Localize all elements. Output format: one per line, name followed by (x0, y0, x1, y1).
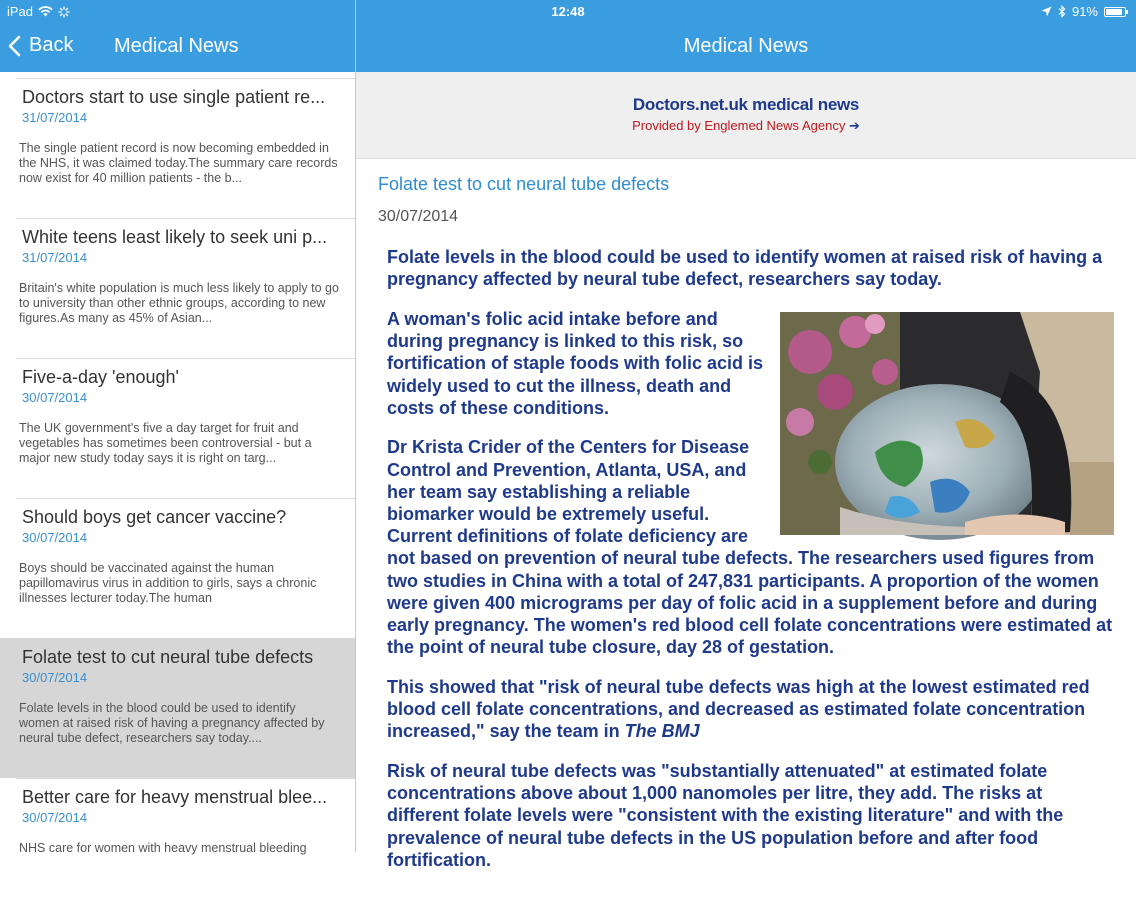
item-title: White teens least likely to seek uni p... (22, 227, 328, 247)
item-title: Five-a-day 'enough' (22, 367, 179, 387)
split-divider (355, 0, 356, 852)
chevron-left-icon (8, 35, 21, 57)
item-date: 30/07/2014 (22, 810, 88, 825)
article-body (387, 246, 1114, 889)
item-title: Better care for heavy menstrual blee... (22, 787, 328, 807)
pregnant-woman-photo (780, 312, 1114, 535)
device-label: iPad (7, 4, 34, 19)
item-snippet: NHS care for women with heavy menstrual bleeding (19, 841, 307, 855)
master-title: Medical News (114, 35, 239, 57)
item-snippet: The single patient record is now becoming embedded in the NHS, it was claimed today.The summary care records now exist for 40 million patients - the b... (19, 141, 338, 185)
list-item[interactable] (16, 218, 355, 358)
item-snippet: The UK government's five a day target for fruit and vegetables has sometimes been controversial - but a major new study today says it is right on targ... (19, 421, 312, 465)
battery-icon (1104, 7, 1126, 17)
source-banner[interactable] (356, 72, 1136, 159)
list-item[interactable] (16, 358, 355, 498)
article-paragraph: A woman's folic acid intake before and during pregnancy is linked to this risk, so fortification of staple foods with folic acid is widely used to cut the illness, death and costs of these conditions. (387, 308, 764, 418)
news-list[interactable] (0, 78, 355, 918)
item-date: 30/07/2014 (22, 670, 88, 685)
article-paragraph: Risk of neural tube defects was "substantially attenuated" at estimated folate concentrations above about 1,000 nanomoles per litre, they add. The risks at different folate levels were "consistent with the existing literature" and with the prevalence of neural tube defects in the US population before and after food fortification. (387, 761, 1064, 870)
location-arrow-icon (1041, 6, 1052, 17)
status-bar (0, 0, 1136, 24)
article-date: 30/07/2014 (378, 208, 459, 225)
item-date: 30/07/2014 (22, 390, 88, 405)
list-item[interactable] (16, 778, 355, 918)
item-title: Should boys get cancer vaccine? (22, 507, 287, 527)
article-title: Folate test to cut neural tube defects (378, 174, 670, 194)
item-snippet: Folate levels in the blood could be used to identify women at raised risk of having a pregnancy affected by neural tube defect, researchers say today.... (19, 701, 325, 745)
list-item[interactable] (16, 78, 355, 218)
status-right (1041, 4, 1126, 19)
banner-heading: Doctors.net.uk medical news (632, 95, 860, 114)
master-pane (0, 0, 355, 855)
arrow-right-icon: ➔ (848, 118, 860, 133)
item-date: 30/07/2014 (22, 530, 88, 545)
item-title: Folate test to cut neural tube defects (22, 647, 314, 667)
detail-pane (356, 0, 1136, 870)
article-photo (780, 312, 1114, 535)
back-label: Back (29, 34, 74, 56)
item-title: Doctors start to use single patient re... (22, 87, 326, 107)
clock: 12:48 (551, 4, 585, 19)
banner-provider-text: Provided by Englemed News Agency (632, 118, 846, 133)
journal-name: The BMJ (624, 721, 700, 742)
list-item[interactable] (16, 498, 355, 638)
list-item-selected[interactable] (0, 638, 355, 778)
article-paragraph: Dr Krista Crider of the Centers for Disease Control and Prevention, Atlanta, USA, and her team say establishing a reliable biomarker would be extremely useful. Current definitions of folate deficiency are not based on prevention of neural tube defects. The researchers used figures from two studies in China with a total of 247,831 participants. A proportion of the women were given 400 micrograms per day of folic acid in a supplement before and during early pregnancy. The women's red blood cell folate concentrations were estimated at the point of neural tube closure, day 28 of gestation. (387, 437, 1113, 658)
item-date: 31/07/2014 (22, 250, 88, 265)
back-button[interactable] (8, 34, 73, 57)
article-paragraph: Folate levels in the blood could be used to identify women at raised risk of having a pregnancy affected by neural tube defect, researchers say today. (387, 247, 1103, 290)
article-paragraph (387, 676, 1114, 743)
battery-fill (1106, 9, 1122, 15)
battery-percent: 91% (1071, 4, 1098, 19)
item-date: 31/07/2014 (22, 110, 88, 125)
item-snippet: Boys should be vaccinated against the human papillomavirus virus in addition to girls, says a chronic illnesses lecturer today.The human (19, 561, 317, 605)
banner-provider (356, 118, 1136, 134)
article-paragraph-text: This showed that "risk of neural tube defects was high at the lowest estimated red blood cell folate concentrations, and decreased as estimated folate concentration increased," say the team in (387, 676, 1090, 742)
bluetooth-icon (1058, 5, 1066, 18)
detail-title: Medical News (683, 35, 809, 57)
item-snippet: Britain's white population is much less likely to apply to go to university than other ethnic groups, according to new figures.As many as 45% of Asian... (19, 281, 339, 325)
